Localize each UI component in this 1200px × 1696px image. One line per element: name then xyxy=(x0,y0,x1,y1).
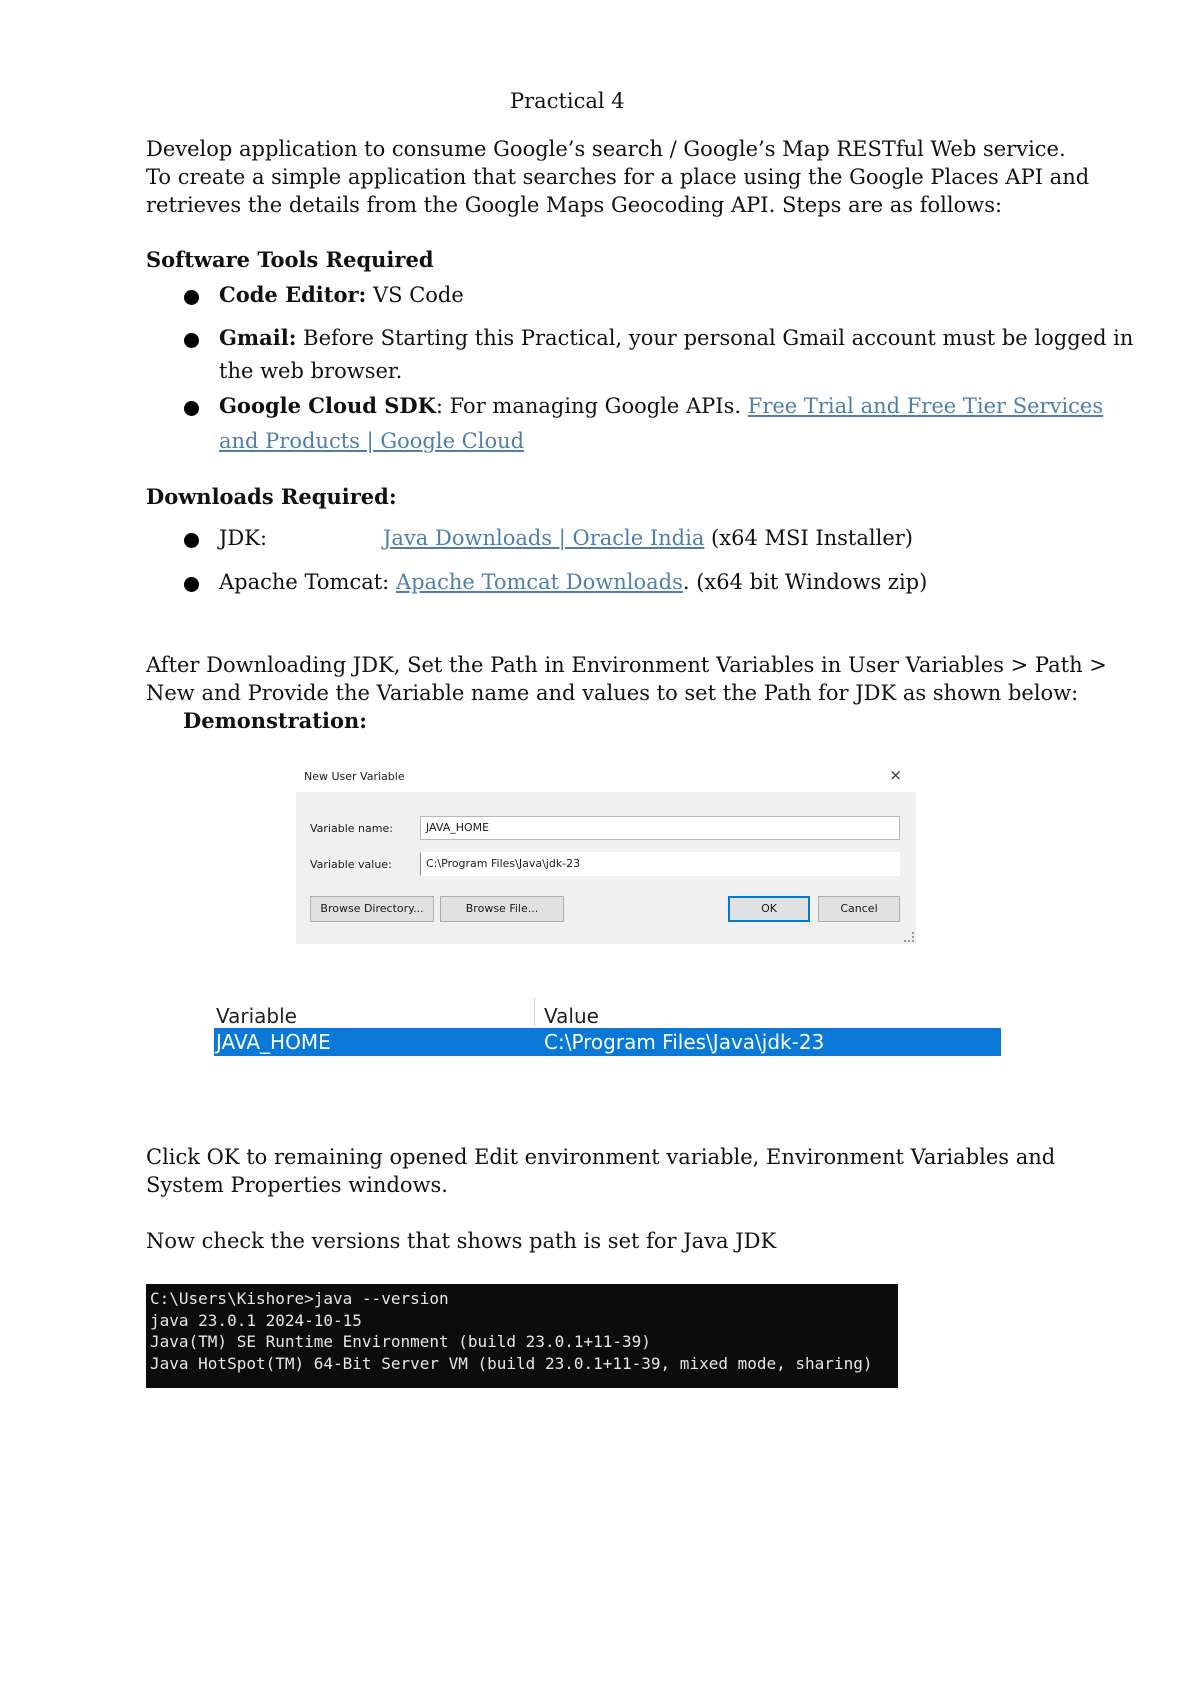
item-text: VS Code xyxy=(372,283,464,307)
resize-grip-icon[interactable] xyxy=(904,932,914,942)
bullet-icon xyxy=(184,533,199,548)
variable-name-input[interactable]: JAVA_HOME xyxy=(420,816,900,840)
dialog-body xyxy=(296,792,916,944)
variable-value-label: Variable value: xyxy=(310,858,392,871)
variable-name-label: Variable name: xyxy=(310,822,393,835)
software-item-gmail-cont: the web browser. xyxy=(219,359,403,383)
close-icon[interactable]: × xyxy=(889,766,902,784)
item-label: Google Cloud SDK xyxy=(219,393,436,418)
browse-file-button[interactable]: Browse File... xyxy=(440,896,564,922)
page-title: Practical 4 xyxy=(510,89,625,113)
link-java-downloads[interactable]: Java Downloads | Oracle India xyxy=(383,526,705,550)
item-text: : For managing Google APIs. xyxy=(435,394,742,418)
browse-directory-button[interactable]: Browse Directory... xyxy=(310,896,434,922)
column-divider[interactable] xyxy=(534,998,535,1026)
download-jdk xyxy=(383,524,913,552)
terminal-line: Java(TM) SE Runtime Environment (build 23.0.1+11-39) xyxy=(150,1332,651,1351)
item-text: Before Starting this Practical, your personal Gmail account must be logged in xyxy=(303,326,1134,350)
path-line-1: After Downloading JDK, Set the Path in Environment Variables in User Variables > Path > xyxy=(146,653,1107,677)
download-note: (x64 MSI Installer) xyxy=(711,526,913,550)
downloads-heading: Downloads Required: xyxy=(146,484,397,509)
intro-line-3: retrieves the details from the Google Maps Geocoding API. Steps are as follows: xyxy=(146,193,1003,217)
path-line-2: New and Provide the Variable name and values to set the Path for JDK as shown below: xyxy=(146,681,1079,705)
user-variables-table xyxy=(214,996,1001,1058)
after-line-1: Click OK to remaining opened Edit environment variable, Environment Variables and xyxy=(146,1145,1056,1169)
software-item-cloud-sdk xyxy=(219,392,1103,420)
download-note: . (x64 bit Windows zip) xyxy=(682,570,928,594)
download-label: Apache Tomcat: xyxy=(219,570,390,594)
table-row[interactable] xyxy=(214,1028,1001,1056)
column-header-value[interactable]: Value xyxy=(544,1004,599,1028)
dialog-title: New User Variable xyxy=(304,770,405,783)
intro-line-2: To create a simple application that searches for a place using the Google Places API and xyxy=(146,165,1090,189)
software-item-code-editor xyxy=(219,281,464,309)
demonstration-label: Demonstration: xyxy=(183,708,367,733)
software-item-gmail xyxy=(219,324,1133,352)
terminal-output xyxy=(146,1284,898,1388)
intro-line-1: Develop application to consume Google’s search / Google’s Map RESTful Web service. xyxy=(146,137,1066,161)
item-label: Code Editor: xyxy=(219,282,367,307)
variable-value-input[interactable]: C:\Program Files\Java\jdk-23 xyxy=(420,852,900,876)
row-value: C:\Program Files\Java\jdk-23 xyxy=(544,1030,825,1054)
item-label: Gmail: xyxy=(219,325,297,350)
new-user-variable-dialog xyxy=(296,760,916,944)
bullet-icon xyxy=(184,333,199,348)
bullet-icon xyxy=(184,401,199,416)
after-line-2: System Properties windows. xyxy=(146,1173,448,1197)
download-jdk-label: JDK: xyxy=(219,526,268,550)
after-line-3: Now check the versions that shows path is set for Java JDK xyxy=(146,1229,777,1253)
ok-button[interactable]: OK xyxy=(728,896,810,922)
bullet-icon xyxy=(184,577,199,592)
terminal-line: Java HotSpot(TM) 64-Bit Server VM (build 23.0.1+11-39, mixed mode, sharing) xyxy=(150,1353,873,1373)
column-header-variable[interactable]: Variable xyxy=(216,1004,297,1028)
download-tomcat xyxy=(219,568,927,596)
cancel-button[interactable]: Cancel xyxy=(818,896,900,922)
link-google-cloud-products[interactable]: and Products | Google Cloud xyxy=(219,429,525,453)
link-free-trial[interactable]: Free Trial and Free Tier Services xyxy=(747,394,1104,418)
software-item-cloud-sdk-cont xyxy=(219,427,524,455)
bullet-icon xyxy=(184,290,199,305)
row-variable: JAVA_HOME xyxy=(216,1030,331,1054)
terminal-line: C:\Users\Kishore>java --version xyxy=(150,1289,449,1308)
link-tomcat-downloads[interactable]: Apache Tomcat Downloads xyxy=(395,570,683,594)
software-heading: Software Tools Required xyxy=(146,247,434,272)
terminal-line: java 23.0.1 2024-10-15 xyxy=(150,1310,362,1330)
